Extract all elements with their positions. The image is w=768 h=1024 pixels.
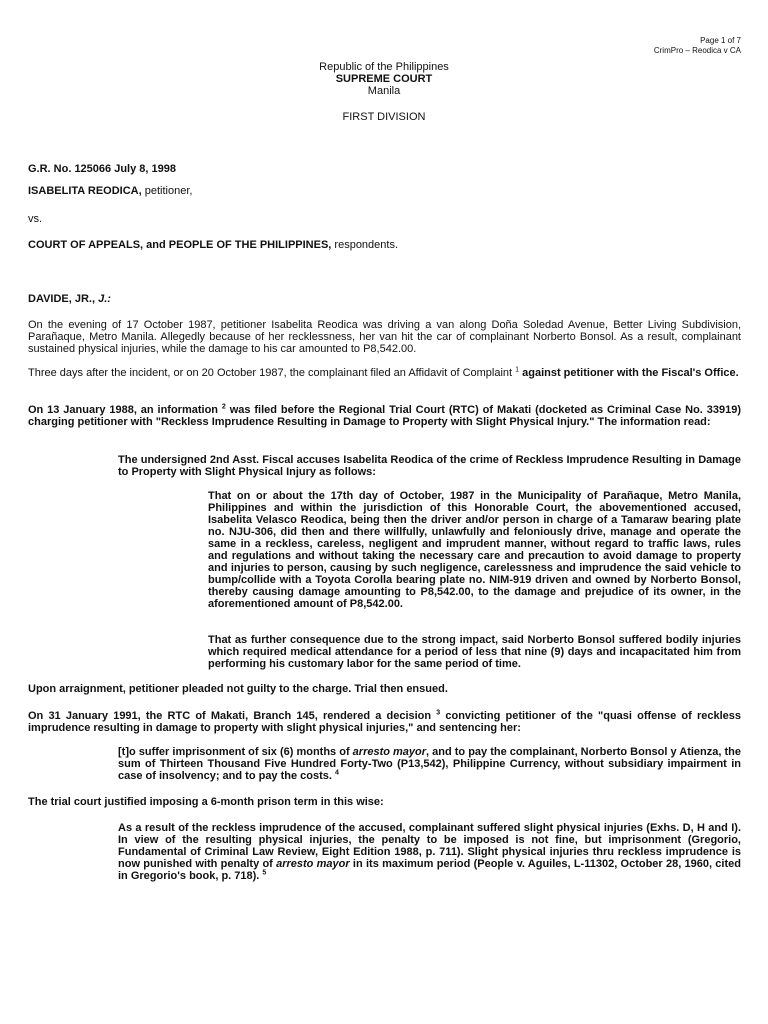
- paragraph-complaint-text: Three days after the incident, or on 20 October 1987, the complainant filed an Affidavit of Complaint: [28, 367, 516, 379]
- petitioner-line: [28, 185, 192, 197]
- sentence-italic: arresto mayor: [352, 746, 427, 758]
- court-city: Manila: [367, 85, 401, 97]
- respondents-line: [28, 239, 398, 251]
- paragraph-complaint: [28, 367, 741, 379]
- paragraph-information: [28, 404, 741, 428]
- case-short-title: CrimPro – Reodica v CA: [653, 46, 741, 55]
- ponente-name: DAVIDE, JR.,: [28, 293, 96, 305]
- paragraph-decision-text-2: convicting petitioner of the "quasi offense of reckless imprudence resulting in damage to property with slight physical injuries," and sentencing her:: [28, 710, 741, 734]
- paragraph-decision-text: On 31 January 1991, the RTC of Makati, Branch 145, rendered a decision: [28, 710, 437, 722]
- paragraph-facts: On the evening of 17 October 1987, petitioner Isabelita Reodica was driving a van along Doña Soledad Avenue, Better Living Subdivision, Parañaque, Metro Manila. Allegedly because of her recklessness, her van hit the car of complainant Norberto Bonsol. As a result, complainant sustained physical injuries, while the damage to his car amounted to P8,542.00.: [28, 319, 741, 355]
- footnote-ref[interactable]: 3: [436, 709, 441, 717]
- footnote-ref[interactable]: 4: [335, 769, 339, 777]
- block-quote-justification: [118, 822, 741, 882]
- block-quote-charge: That on or about the 17th day of October, 1987 in the Municipality of Parañaque, Metro Manila, Philippines and within the jurisdiction of this Honorable Court, the abovementioned accused, Isabelita Velasco Reodica, being then the driver and/or person in charge of a Tamaraw bearing plate no. NJU-306, did then and there willfully, unlawfully and feloniously drive, manage and operate the same in a reckless, careless, negligent and imprudent manner, without regard to traffic laws, rules and regulations and without taking the necessary care and precaution to avoid damage to property and injuries to person, causing by such negligence, carelessness and imprudence the said vehicle to bump/collide with a Toyota Corolla bearing plate no. NIM-919 driven and owned by Norberto Bonsol, thereby causing damage amounting to P8,542.00, to the damage and prejudice of its owner, in the aforementioned amount of P8,542.00.: [208, 490, 741, 610]
- paragraph-information-text-2: was filed before the Regional Trial Court (RTC) of Makati (docketed as Criminal Case No. 33919) charging petitioner with "Reckless Imprudence Resulting in Damage to Property with Slight Physical Injury." The information read:: [28, 404, 741, 428]
- paragraph-complaint-bold: against petitioner with the Fiscal's Office.: [519, 367, 739, 379]
- justification-italic: arresto mayor: [276, 858, 350, 870]
- sentence-text-2: , and to pay the complainant, Norberto Bonsol y Atienza, the sum of Thirteen Thousand Five Hundred Forty-Two (P13,542), Philippine Currency, without subsidiary impairment in case of insolvency; and to pay the costs.: [118, 746, 742, 782]
- justification-text-2: in its maximum period (People v. Aguiles, L-11302, October 28, 1960, cited in Gregorio's book, p. 718).: [118, 858, 741, 882]
- page-header: [654, 36, 741, 56]
- ponente-title: J.:: [95, 293, 111, 305]
- respondents-name: COURT OF APPEALS, and PEOPLE OF THE PHILIPPINES,: [28, 239, 332, 251]
- block-quote-information: The undersigned 2nd Asst. Fiscal accuses Isabelita Reodica of the crime of Reckless Imprudence Resulting in Damage to Property with Slight Physical Injury as follows:: [118, 454, 741, 478]
- block-quote-sentence: [118, 746, 741, 782]
- sentence-text: [t]o suffer imprisonment of six (6) months of: [118, 746, 353, 758]
- page-number: Page 1 of 7: [700, 36, 741, 45]
- division-line: FIRST DIVISION: [342, 111, 426, 123]
- respondents-role: respondents.: [331, 239, 399, 251]
- paragraph-arraignment: Upon arraignment, petitioner pleaded not guilty to the charge. Trial then ensued.: [28, 683, 448, 695]
- footnote-ref[interactable]: 1: [515, 366, 520, 374]
- paragraph-justification: The trial court justified imposing a 6-month prison term in this wise:: [28, 796, 384, 808]
- court-caption: [0, 61, 768, 97]
- footnote-ref[interactable]: 5: [262, 869, 267, 877]
- versus-line: vs.: [28, 213, 43, 225]
- paragraph-decision: [28, 710, 741, 734]
- gr-number: G.R. No. 125066 July 8, 1998: [28, 163, 176, 175]
- block-quote-injuries: That as further consequence due to the strong impact, said Norberto Bonsol suffered bodily injuries which required medical attendance for a period of less that nine (9) days and incapacitated him from performing his customary labor for the same period of time.: [208, 634, 741, 670]
- republic-line: Republic of the Philippines: [319, 61, 449, 73]
- paragraph-information-text: On 13 January 1988, an information: [28, 404, 222, 416]
- justification-text: As a result of the reckless imprudence of the accused, complainant suffered slight physical injuries (Exhs. D, H and I). In view of the resulting physical injuries, the penalty to be imposed is not fine, but imprisonment (Gregorio, Fundamental of Criminal Law Review, Eight Edition 1988, p. 711). Slight physical injuries thru reckless imprudence is now punished with penalty of: [118, 822, 741, 870]
- court-name: SUPREME COURT: [335, 73, 433, 85]
- petitioner-role: petitioner,: [141, 185, 193, 197]
- ponente-line: [28, 293, 111, 305]
- footnote-ref[interactable]: 2: [221, 403, 226, 411]
- petitioner-name: ISABELITA REODICA,: [28, 185, 142, 197]
